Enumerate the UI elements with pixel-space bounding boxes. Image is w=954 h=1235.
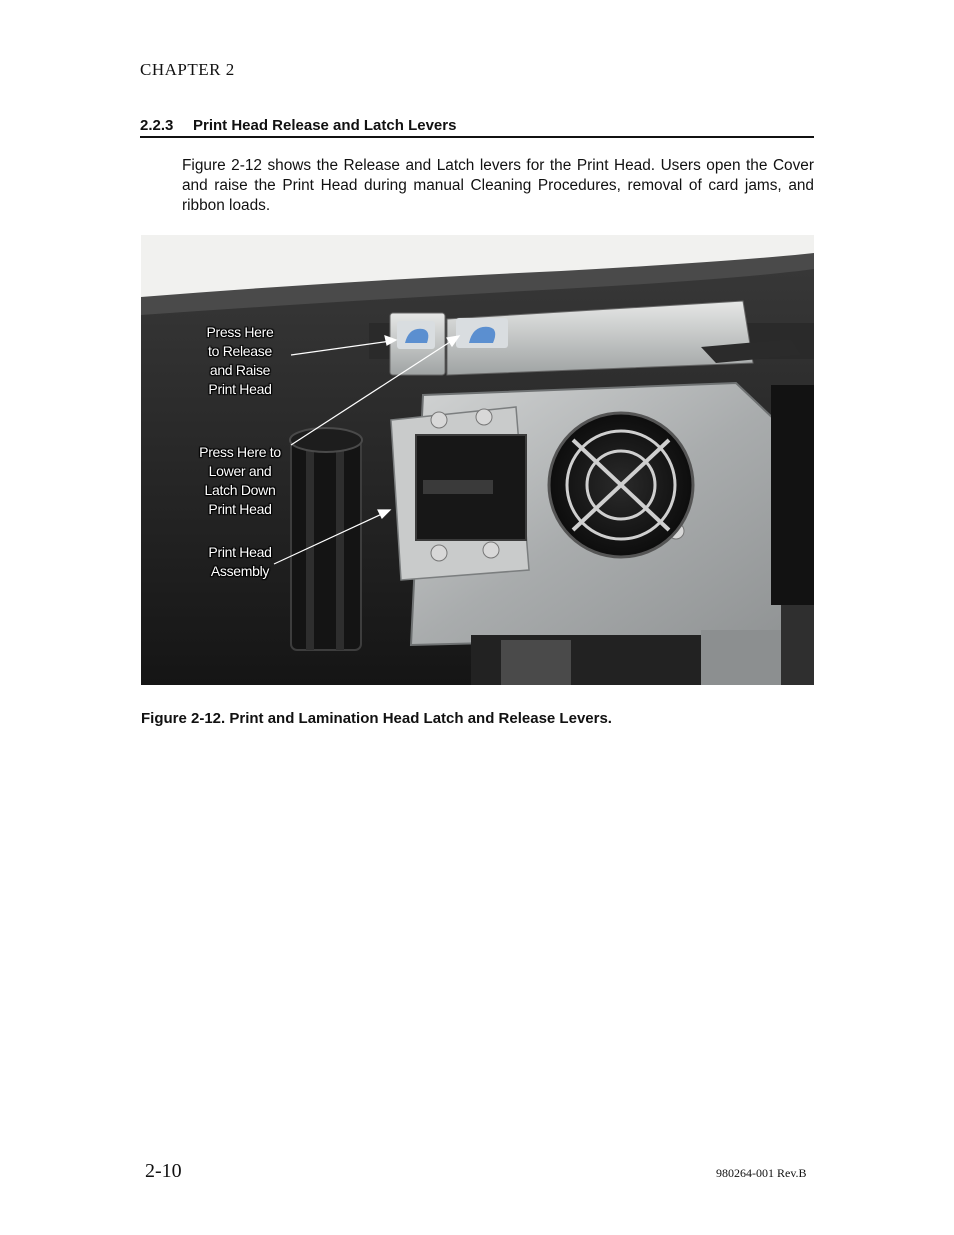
fan-grille-icon bbox=[549, 413, 693, 557]
page-number: 2-10 bbox=[145, 1160, 182, 1182]
body-paragraph: Figure 2-12 shows the Release and Latch levers for the Print Head. Users open the Cover and raise the Print Head during manual Cleaning Procedures, removal of card jams, and ribbon loads. bbox=[182, 157, 814, 214]
section-title: Print Head Release and Latch Levers bbox=[193, 117, 457, 134]
section-number: 2.2.3 bbox=[140, 117, 174, 134]
latch-lever-icon bbox=[456, 318, 508, 348]
document-number: 980264-001 Rev.B bbox=[716, 1166, 807, 1180]
figure-photo bbox=[141, 235, 814, 685]
callout-assembly: Print Head Assembly bbox=[208, 544, 272, 579]
figure-caption: Figure 2-12. Print and Lamination Head Latch and Release Levers. bbox=[141, 710, 612, 727]
section-heading bbox=[140, 117, 814, 138]
callout-release: Press Here to Release and Raise Print Head bbox=[206, 324, 274, 397]
release-lever-icon bbox=[397, 321, 435, 349]
callout-latch: Press Here to Lower and Latch Down Print Head bbox=[199, 444, 281, 517]
chapter-header: CHAPTER 2 bbox=[140, 60, 235, 79]
